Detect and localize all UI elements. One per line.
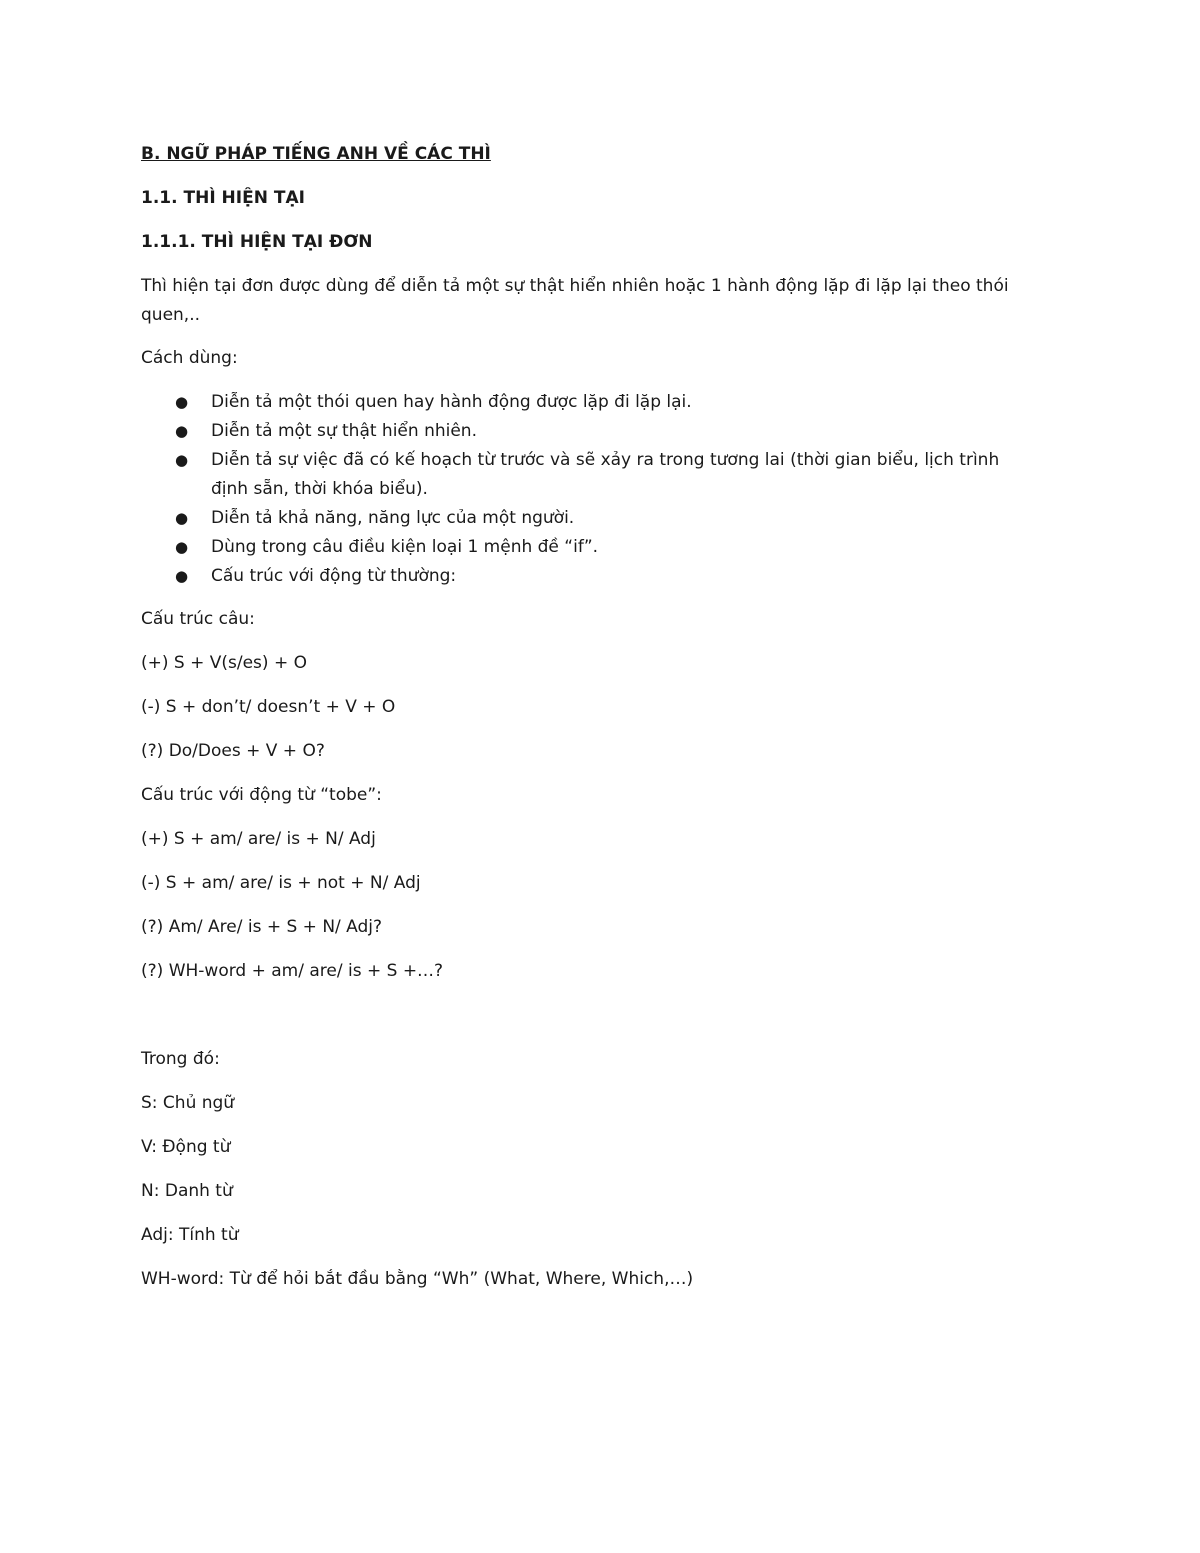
bullet-icon: ● [175, 567, 189, 585]
tobe-label: Cấu trúc với động từ “tobe”: [141, 785, 382, 805]
usage-item-text: Diễn tả khả năng, năng lực của một người. [211, 508, 575, 528]
legend-item: Adj: Tính từ [141, 1225, 239, 1245]
bullet-icon: ● [175, 509, 189, 527]
usage-item-text: Diễn tả một thói quen hay hành động được lặp đi lặp lại. [211, 392, 692, 412]
usage-item-text: Cấu trúc với động từ thường: [211, 566, 457, 586]
usage-item [141, 504, 1041, 533]
usage-item [141, 417, 1041, 446]
subsection-heading: 1.1.1. THÌ HIỆN TẠI ĐƠN [141, 232, 373, 252]
usage-label: Cách dùng: [141, 348, 238, 368]
legend-item: V: Động từ [141, 1137, 231, 1157]
document-page [141, 140, 1041, 1309]
legend-label: Trong đó: [141, 1049, 220, 1069]
bullet-icon: ● [175, 451, 189, 469]
bullet-icon: ● [175, 422, 189, 440]
structure-line: (+) S + V(s/es) + O [141, 653, 307, 673]
usage-item [141, 562, 1041, 591]
blank-line [141, 1001, 1041, 1045]
usage-item-text: Dùng trong câu điều kiện loại 1 mệnh đề “if”. [211, 537, 599, 557]
tobe-structure-line: (?) Am/ Are/ is + S + N/ Adj? [141, 917, 383, 937]
legend-item: N: Danh từ [141, 1181, 233, 1201]
tobe-structure-line: (?) WH-word + am/ are/ is + S +…? [141, 961, 444, 981]
structure-line: (?) Do/Does + V + O? [141, 741, 325, 761]
structure-label: Cấu trúc câu: [141, 609, 255, 629]
legend-item: WH-word: Từ để hỏi bắt đầu bằng “Wh” (What, Where, Which,…) [141, 1269, 694, 1289]
usage-item [141, 533, 1041, 562]
legend-item: S: Chủ ngữ [141, 1093, 235, 1113]
bullet-icon: ● [175, 393, 189, 411]
bullet-icon: ● [175, 538, 189, 556]
structure-line: (-) S + don’t/ doesn’t + V + O [141, 697, 396, 717]
tobe-structure-line: (+) S + am/ are/ is + N/ Adj [141, 829, 376, 849]
usage-item-text: Diễn tả sự việc đã có kế hoạch từ trước và sẽ xảy ra trong tương lai (thời gian biểu, lịch trình định sẵn, thời khóa biểu). [211, 450, 1000, 499]
section-heading: 1.1. THÌ HIỆN TẠI [141, 188, 305, 208]
usage-item-text: Diễn tả một sự thật hiển nhiên. [211, 421, 477, 441]
intro-paragraph: Thì hiện tại đơn được dùng để diễn tả một sự thật hiển nhiên hoặc 1 hành động lặp đi lặp lại theo thói quen,.. [141, 276, 1009, 325]
usage-item [141, 388, 1041, 417]
document-title: B. NGỮ PHÁP TIẾNG ANH VỀ CÁC THÌ [141, 144, 491, 164]
usage-list [141, 388, 1041, 591]
usage-item [141, 446, 1041, 504]
tobe-structure-line: (-) S + am/ are/ is + not + N/ Adj [141, 873, 421, 893]
